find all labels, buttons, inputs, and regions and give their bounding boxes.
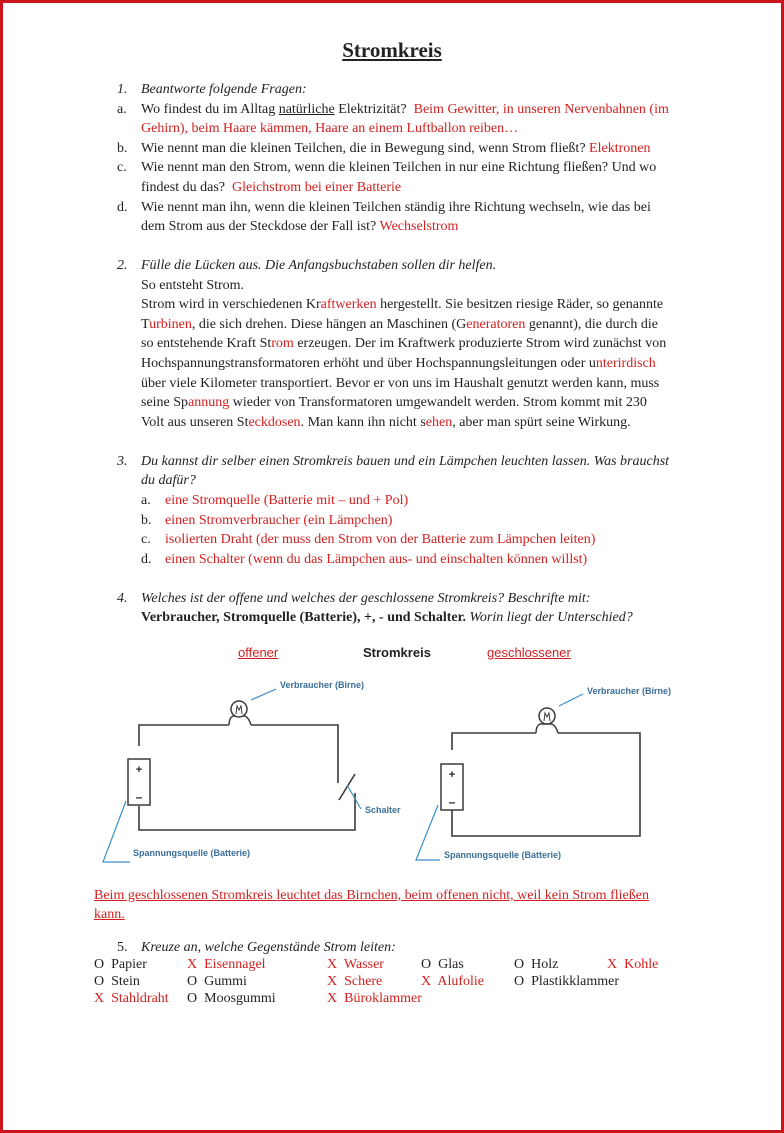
open-quelle-pointer <box>103 801 130 862</box>
q1b-question: Wie nennt man die kleinen Teilchen, die in Bewegung sind, wenn Strom fließt? <box>141 141 586 156</box>
q2-text-line7 <box>141 413 631 432</box>
q5-heading: Kreuze an, welche Gegenstände Strom leiten: <box>141 940 396 955</box>
q2-l7-text-c: , aber man spürt seine Wirkung. <box>452 415 631 430</box>
q5-option-mark: X <box>421 974 432 989</box>
q3-item-c-letter: c. <box>141 532 151 547</box>
open-battery-plus: + <box>135 764 143 776</box>
q5-option-mark: O <box>187 974 198 989</box>
q1a-answer-line1: Beim Gewitter, in unseren Nervenbahnen (im <box>413 102 669 117</box>
q5-option[interactable] <box>327 956 384 973</box>
q5-number: 5. <box>117 940 128 955</box>
q4-answer-line2: kann. <box>94 907 125 922</box>
page-title: Stromkreis <box>342 38 442 62</box>
open-schalter-label: Schalter <box>365 805 401 815</box>
q3-item-d-letter: d. <box>141 552 152 567</box>
q5-option-mark: O <box>187 991 198 1006</box>
q3-heading-line1: Du kannst dir selber einen Stromkreis bauen und ein Lämpchen leuchten lassen. Was brauchst <box>141 454 670 469</box>
q1c-line2 <box>141 178 401 197</box>
closed-circuit <box>416 686 671 860</box>
q5-option[interactable] <box>421 973 484 990</box>
q1d-letter: d. <box>117 200 128 215</box>
q4-question-tail: Worin liegt der Unterschied? <box>466 610 633 625</box>
q2-l1-text-a: Strom wird in verschiedenen Kr <box>141 297 321 312</box>
label-offener: offener <box>238 645 279 660</box>
q3-item-d: einen Schalter (wenn du das Lämpchen aus- und einschalten können willst) <box>165 552 588 567</box>
q2-blank-sehen: ehen <box>425 415 453 430</box>
q1d-question-line1: Wie nennt man ihn, wenn die kleinen Teilchen ständig ihre Richtung wechseln, wie das bei <box>141 200 651 215</box>
closed-quelle-pointer <box>416 805 440 860</box>
q2-l6-text-a: seine Sp <box>141 395 189 410</box>
q1c-answer: Gleichstrom bei einer Batterie <box>231 180 402 195</box>
open-circuit-wire-bottom <box>139 793 355 830</box>
q5-option[interactable] <box>187 973 247 990</box>
q5-option-mark: X <box>187 957 198 972</box>
q1-number: 1. <box>117 82 128 97</box>
open-circuit-wire-top <box>139 725 338 783</box>
q3-item-c: isolierten Draht (der muss den Strom von der Batterie zum Lämpchen leiten) <box>165 532 596 547</box>
q5-option-mark: X <box>327 974 338 989</box>
open-quelle-label: Spannungsquelle (Batterie) <box>133 848 251 858</box>
q1d-question-line2: dem Strom aus der Steckdose der Fall ist? <box>141 219 377 234</box>
q2-text-line5: über viele Kilometer transportiert. Bevor er von uns im Haushalt genutzt werden kann, muss <box>141 376 660 391</box>
q5-option-label: Gummi <box>204 974 247 989</box>
closed-verbraucher-label: Verbraucher (Birne) <box>587 686 672 696</box>
q1a-question-pre: Wo findest du im Alltag <box>141 102 279 117</box>
open-bulb <box>229 701 251 725</box>
closed-quelle-label: Spannungsquelle (Batterie) <box>444 850 562 860</box>
closed-battery-minus: – <box>448 795 456 809</box>
q1c-question-line2: findest du das? <box>141 180 225 195</box>
q5-option-label: Büroklammer <box>344 991 422 1006</box>
q5-option-label: Schere <box>344 974 383 989</box>
q2-blank-kraftwerken: aftwerken <box>320 297 377 312</box>
q2-blank-unterirdisch: nterirdisch <box>595 356 656 371</box>
q1-heading: Beantworte folgende Fragen: <box>141 82 307 97</box>
q5-option[interactable] <box>187 956 266 973</box>
closed-bulb <box>536 708 558 733</box>
closed-battery-plus: + <box>448 769 456 781</box>
q5-option[interactable] <box>514 973 619 990</box>
q4-bold-labels: Verbraucher, Stromquelle (Batterie), +, - und Schalter. <box>141 610 467 625</box>
q2-l3-text-a: so entstehende Kraft St <box>141 336 272 351</box>
q3-item-a-letter: a. <box>141 493 151 508</box>
q5-option-label: Plastikklammer <box>531 974 620 989</box>
open-switch <box>339 774 355 800</box>
q5-option-mark: O <box>514 957 525 972</box>
closed-circuit-wire <box>452 733 640 836</box>
q2-blank-spannung: annung <box>188 395 230 410</box>
open-verbraucher-pointer <box>251 689 276 700</box>
q2-text-line4 <box>141 354 656 373</box>
q4-instruction <box>141 608 633 627</box>
q5-option-mark: X <box>327 957 338 972</box>
q1a-question-post: Elektrizität? <box>334 102 407 117</box>
q5-option[interactable] <box>327 973 382 990</box>
q2-intro: So entsteht Strom. <box>141 278 245 293</box>
q5-option-label: Papier <box>111 957 147 972</box>
q1a-line1 <box>141 100 669 119</box>
q1a-letter: a. <box>117 102 127 117</box>
open-circuit <box>103 680 401 862</box>
q1d-answer: Wechselstrom <box>379 219 459 234</box>
q3-number: 3. <box>117 454 128 469</box>
q3-item-b-letter: b. <box>141 513 152 528</box>
q2-blank-strom: rom <box>271 336 294 351</box>
q5-option-mark: X <box>327 991 338 1006</box>
q2-text-line3 <box>141 334 666 353</box>
q3-item-a: eine Stromquelle (Batterie mit – und + Pol) <box>165 493 409 508</box>
q5-option[interactable] <box>514 956 558 973</box>
q2-blank-turbinen: urbinen <box>149 317 192 332</box>
q2-blank-generatoren: eneratoren <box>466 317 526 332</box>
q1d-line2 <box>141 217 458 236</box>
q5-option[interactable] <box>94 973 140 990</box>
q5-option[interactable] <box>607 956 658 973</box>
open-schalter-pointer <box>347 785 361 809</box>
q4-answer-line1: Beim geschlossenen Stromkreis leuchtet das Birnchen, beim offenen nicht, weil kein Strom fließen <box>94 888 649 903</box>
q2-l7-text-b: . Man kann ihn nicht s <box>300 415 426 430</box>
q2-l4-text-a: Hochspannungstransformatoren erhöht und über Hochspannungsleitungen oder u <box>141 356 596 371</box>
q5-option-label: Glas <box>438 957 464 972</box>
q2-text-line6 <box>141 393 647 412</box>
q1b-letter: b. <box>117 141 128 156</box>
q5-option-mark: X <box>607 957 618 972</box>
q2-blank-steckdosen: eckdosen <box>248 415 301 430</box>
q2-l7-text-a: Volt aus unseren St <box>141 415 249 430</box>
q5-option[interactable] <box>94 990 169 1007</box>
q2-l3-text-b: erzeugen. Der im Kraftwerk produzierte Strom wird zunächst von <box>293 336 667 351</box>
q5-option-mark: X <box>94 991 105 1006</box>
q1c-letter: c. <box>117 160 127 175</box>
q5-option-mark: O <box>94 974 105 989</box>
q5-option-mark: O <box>514 974 525 989</box>
closed-verbraucher-pointer <box>559 694 583 706</box>
q2-text-line2 <box>141 315 658 334</box>
circuit-diagrams <box>0 668 784 868</box>
open-verbraucher-label: Verbraucher (Birne) <box>280 680 365 690</box>
q3-item-b: einen Stromverbraucher (ein Lämpchen) <box>165 513 393 528</box>
label-stromkreis: Stromkreis <box>363 645 431 660</box>
q5-option-label: Wasser <box>343 957 384 972</box>
q5-option-label: Kohle <box>624 957 659 972</box>
q5-option-label: Holz <box>531 957 559 972</box>
q1c-question-line1: Wie nennt man den Strom, wenn die kleinen Teilchen in nur eine Richtung fließen? Und wo <box>141 160 657 175</box>
q5-option-label: Stahldraht <box>111 991 169 1006</box>
q2-l6-text-b: wieder von Transformatoren umgewandelt werden. Strom kommt mit 230 <box>229 395 647 410</box>
q5-option[interactable] <box>421 956 464 973</box>
q5-option[interactable] <box>327 990 422 1007</box>
q4-number: 4. <box>117 591 128 606</box>
q2-l2-text-b: , die sich drehen. Diese hängen an Maschinen (G <box>191 317 467 332</box>
q2-heading: Fülle die Lücken aus. Die Anfangsbuchstaben sollen dir helfen. <box>141 258 497 273</box>
q5-option-mark: O <box>94 957 105 972</box>
q1a-answer-line2: Gehirn), beim Haare kämmen, Haare an einem Luftballon reiben… <box>141 121 519 136</box>
q2-number: 2. <box>117 258 128 273</box>
q1a-question-underlined: natürliche <box>278 102 335 117</box>
q2-l2-text-a: T <box>141 317 150 332</box>
q5-option[interactable] <box>187 990 276 1007</box>
open-battery-minus: – <box>135 790 143 804</box>
q2-l2-text-c: genannt), die durch die <box>525 317 658 332</box>
q2-l1-text-b: hergestellt. Sie besitzen riesige Räder, so genannte <box>376 297 664 312</box>
q5-option-label: Alufolie <box>437 974 485 989</box>
q5-option-label: Eisennagel <box>204 957 266 972</box>
label-geschlossener: geschlossener <box>487 645 571 660</box>
q4-heading: Welches ist der offene und welches der geschlossene Stromkreis? Beschrifte mit: <box>141 591 591 606</box>
q5-option-mark: O <box>421 957 432 972</box>
q5-option-label: Moosgummi <box>204 991 276 1006</box>
q1b-line <box>141 139 650 158</box>
q1b-answer: Elektronen <box>589 141 651 156</box>
q5-option-label: Stein <box>111 974 140 989</box>
q2-text-line1 <box>141 295 663 314</box>
q5-option[interactable] <box>94 956 147 973</box>
q3-heading-line2: du dafür? <box>141 473 196 488</box>
